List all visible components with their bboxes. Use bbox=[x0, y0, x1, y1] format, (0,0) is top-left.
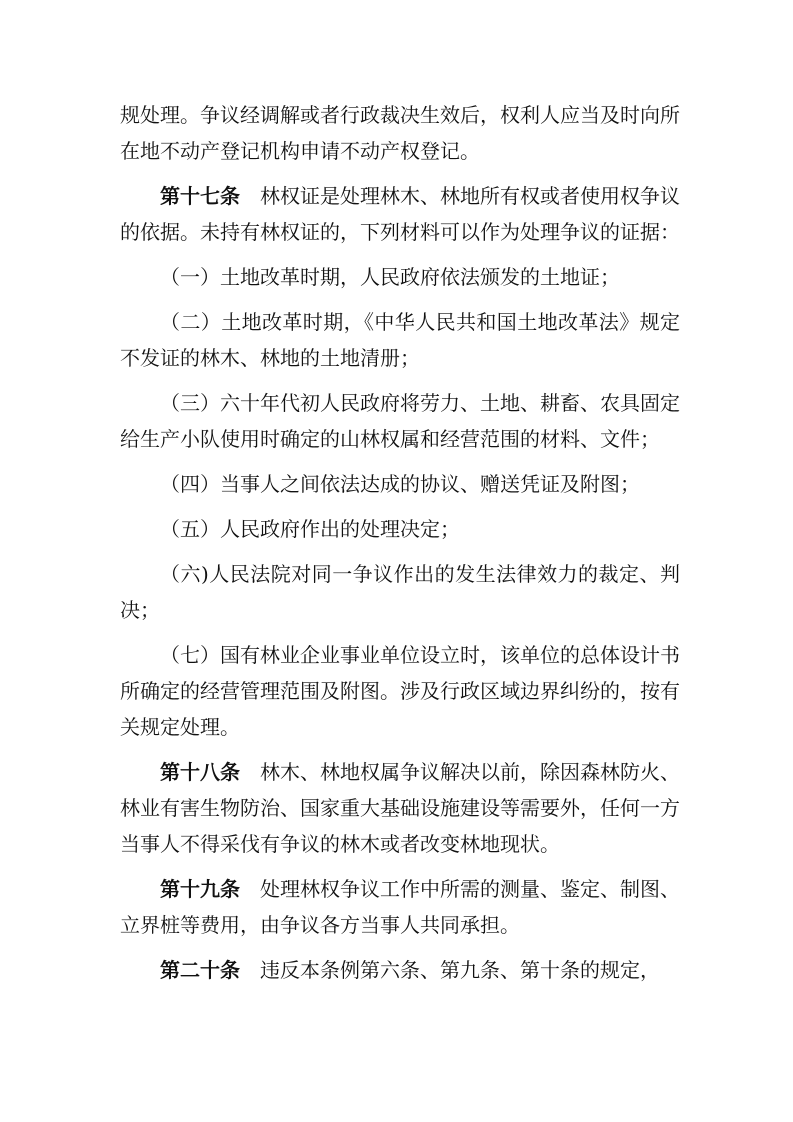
paragraph-text: （二）土地改革时期，《中华人民共和国土地改革法》规定不发证的林木、林地的土地清册； bbox=[120, 310, 680, 370]
article-18 bbox=[120, 754, 680, 862]
list-item-6 bbox=[120, 556, 680, 628]
article-heading: 第十九条 bbox=[160, 877, 240, 901]
paragraph-text: （三）六十年代初人民政府将劳力、土地、耕畜、农具固定给生产小队使用时确定的山林权属和经营范围的材料、文件； bbox=[120, 391, 680, 451]
article-heading: 第十七条 bbox=[160, 184, 240, 208]
article-heading: 第十八条 bbox=[160, 760, 240, 784]
paragraph-text: 处理林权争议工作中所需的测量、鉴定、制图、立界桩等费用，由争议各方当事人共同承担。 bbox=[120, 877, 680, 937]
list-item-7 bbox=[120, 637, 680, 745]
paragraph-text: 违反本条例第六条、第九条、第十条的规定， bbox=[260, 958, 660, 982]
paragraph-text: 林权证是处理林木、林地所有权或者使用权争议的依据。未持有林权证的，下列材料可以作为处理争议的证据： bbox=[120, 184, 680, 244]
article-20 bbox=[120, 952, 680, 988]
paragraph-text: 林木、林地权属争议解决以前，除因森林防火、林业有害生物防治、国家重大基础设施建设等需要外，任何一方当事人不得采伐有争议的林木或者改变林地现状。 bbox=[120, 760, 680, 856]
paragraph-text: （六)人民法院对同一争议作出的发生法律效力的裁定、判决； bbox=[120, 562, 680, 622]
paragraph-text: （四）当事人之间依法达成的协议、赠送凭证及附图； bbox=[160, 472, 640, 496]
paragraph-text: （一）土地改革时期，人民政府依法颁发的土地证； bbox=[160, 265, 620, 289]
list-item-1 bbox=[120, 259, 680, 295]
list-item-4 bbox=[120, 466, 680, 502]
list-item-5 bbox=[120, 511, 680, 547]
list-item-2 bbox=[120, 304, 680, 376]
paragraph-continuation bbox=[120, 97, 680, 169]
article-heading: 第二十条 bbox=[160, 958, 240, 982]
paragraph-text: （七）国有林业企业事业单位设立时，该单位的总体设计书所确定的经营管理范围及附图。涉及行政区域边界纠纷的，按有关规定处理。 bbox=[120, 643, 680, 739]
article-17 bbox=[120, 178, 680, 250]
document-body bbox=[120, 97, 680, 997]
article-19 bbox=[120, 871, 680, 943]
list-item-3 bbox=[120, 385, 680, 457]
paragraph-text: 规处理。争议经调解或者行政裁决生效后，权利人应当及时向所在地不动产登记机构申请不动产权登记。 bbox=[120, 103, 680, 163]
paragraph-text: （五）人民政府作出的处理决定； bbox=[160, 517, 460, 541]
